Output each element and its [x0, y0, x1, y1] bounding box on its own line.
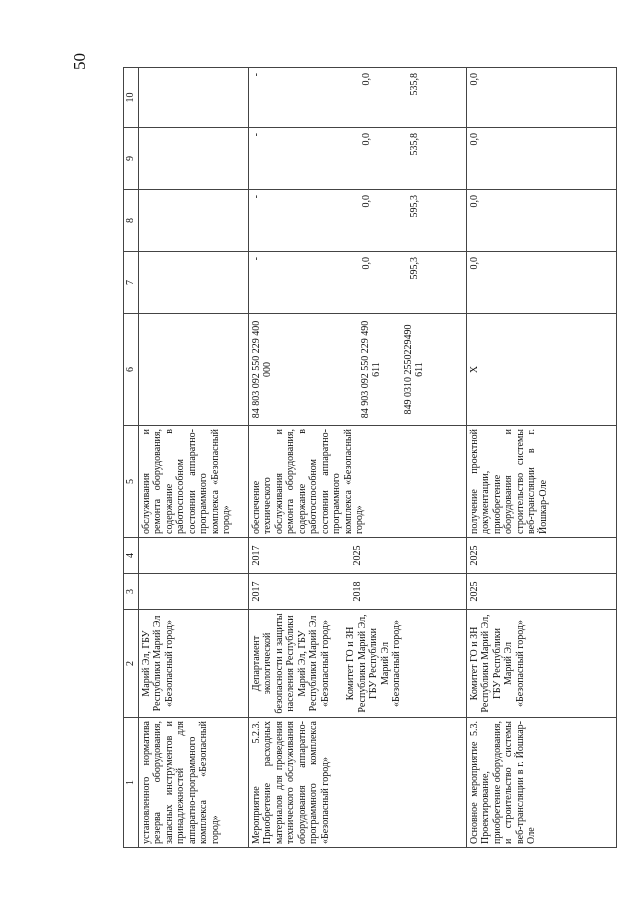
value-line: 0,0: [360, 257, 372, 270]
cell-code: Х: [466, 314, 616, 426]
cell-result: получение проектной документации, приобретение оборудования и строительство системы веб-трансляции в г. Йошкар-Оле: [466, 426, 616, 538]
cell-executor: Марий Эл, ГБУ Республики Марий Эл «Безопасный город»: [138, 610, 248, 718]
cell-end-year: [138, 538, 248, 574]
header-row: [124, 68, 139, 848]
code-line: 84 803 092 550 229 400 000: [250, 320, 273, 419]
value-line: 0,0: [360, 73, 372, 86]
value-line: 595,3: [408, 257, 420, 280]
cell-start-year: [248, 574, 466, 610]
cell-value: [248, 252, 466, 314]
start-year-primary: 2017: [250, 581, 262, 602]
cell-code: [248, 314, 466, 426]
table-row: [248, 68, 466, 848]
column-header: 1: [124, 718, 139, 848]
column-header: 7: [124, 252, 139, 314]
program-table: [123, 67, 617, 848]
cell-executor: Комитет ГО и ЗН Республики Марий Эл, ГБУ Республики Марий Эл «Безопасный город»: [466, 610, 616, 718]
cell-measure: установленного норматива резерва оборудования, запасных инструментов и принадлежностей для аппаратно-программного комплекса «Безопасный город»: [138, 718, 248, 848]
cell-executor: [248, 610, 466, 718]
value-line: 0,0: [360, 195, 372, 208]
cell-code: [138, 314, 248, 426]
value-line: -: [250, 195, 262, 199]
rotated-table-container: [123, 68, 639, 848]
cell-value: [138, 190, 248, 252]
column-header: 8: [124, 190, 139, 252]
column-header: 3: [124, 574, 139, 610]
cell-measure: Основное мероприятие 5.3. Проектирование, приобретение оборудования, и строительство системы веб-трансляции в г. Йошкар-Оле: [466, 718, 616, 848]
cell-value: [138, 68, 248, 128]
cell-value: [138, 252, 248, 314]
value-line: 535,8: [408, 73, 420, 96]
column-header: 2: [124, 610, 139, 718]
cell-value: [248, 190, 466, 252]
value-line: 535,8: [408, 133, 420, 156]
cell-value: 0,0: [466, 190, 616, 252]
cell-value: [248, 68, 466, 128]
value-line: 0,0: [360, 133, 372, 146]
cell-value: [248, 128, 466, 190]
cell-value: 0,0: [466, 252, 616, 314]
code-line: 84 903 092 550 229 490 611: [359, 320, 382, 419]
cell-value: 0,0: [466, 68, 616, 128]
column-header: 10: [124, 68, 139, 128]
value-line: 595,3: [408, 195, 420, 218]
executor-primary: Департамент экологической безопасности и защиты населения Республики Марий Эл, ГБУ Республики Марий Эл «Безопасный город»: [250, 613, 331, 714]
end-year-primary: 2017: [250, 545, 262, 566]
executor-secondary: Комитет ГО и ЗН Республики Марий Эл, ГБУ Республики Марий Эл «Безопасный город»: [345, 614, 402, 713]
code-line: 849 0310 2550229490 611: [402, 324, 425, 415]
cell-start-year: [138, 574, 248, 610]
table-row: [466, 68, 616, 848]
cell-value: 0,0: [466, 128, 616, 190]
column-header: 4: [124, 538, 139, 574]
page-number: 50: [70, 53, 89, 70]
table-row: [138, 68, 248, 848]
column-header: 5: [124, 426, 139, 538]
cell-result: обслуживания и ремонта оборудования, содержание в работоспособном состоянии аппаратно-программного комплекса «Безопасный город»: [138, 426, 248, 538]
start-year-secondary: 2018: [352, 581, 363, 602]
cell-result: обеспечение технического обслуживания и ремонта оборудования, содержание в работоспособном состоянии аппаратно-программного комплекса «Безопасный город»: [248, 426, 466, 538]
value-line: -: [250, 133, 262, 137]
column-header: 6: [124, 314, 139, 426]
cell-value: [138, 128, 248, 190]
cell-start-year: 2025: [466, 574, 616, 610]
cell-end-year: 2025: [466, 538, 616, 574]
end-year-secondary: 2025: [352, 545, 363, 566]
value-line: -: [250, 73, 262, 77]
cell-measure: Мероприятие 5.2.3. Приобретение расходных материалов для проведения технического обслуживания оборудования аппаратно-программного комплекса «Безопасный город»: [248, 718, 466, 848]
column-header: 9: [124, 128, 139, 190]
value-line: -: [250, 257, 262, 261]
cell-end-year: [248, 538, 466, 574]
